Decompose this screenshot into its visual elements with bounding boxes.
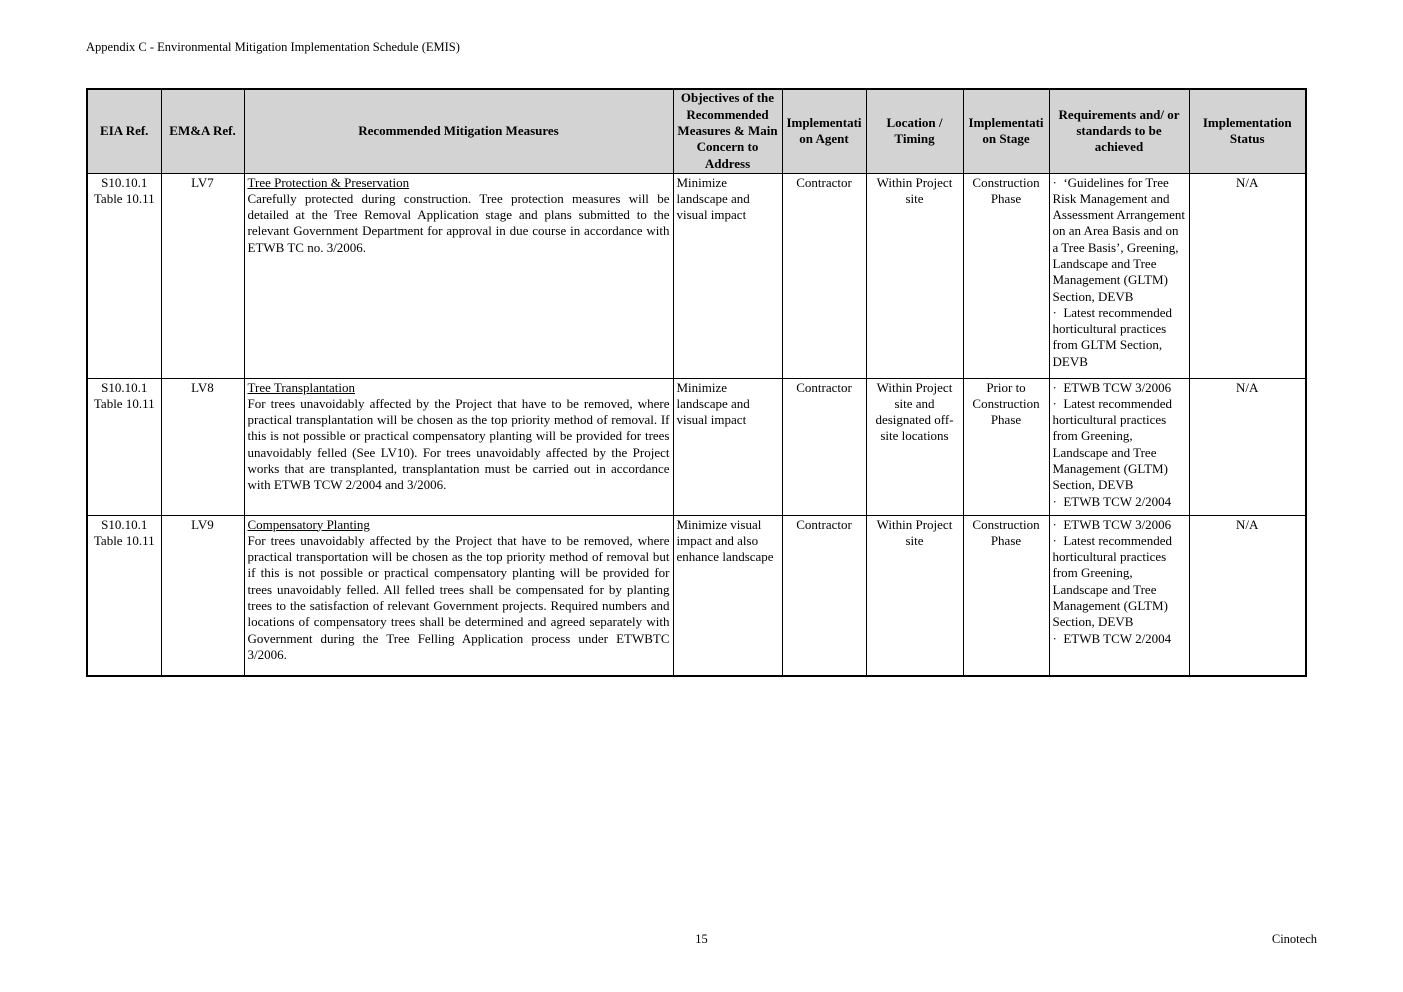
measure-title: Tree Transplantation <box>247 379 355 395</box>
objectives-cell: Minimize landscape and visual impact <box>673 173 782 378</box>
requirement-item: · ETWB TCW 3/2006 <box>1052 379 1172 395</box>
eia-ref-cell: S10.10.1 Table 10.11 <box>87 173 161 378</box>
location-timing-cell: Within Project site <box>866 515 963 676</box>
requirements-list <box>1053 175 1186 375</box>
location-timing-cell: Within Project site and designated off-site locations <box>866 378 963 515</box>
requirement-item: · ETWB TCW 2/2004 <box>1052 493 1172 509</box>
measure-title: Tree Protection & Preservation <box>247 174 410 190</box>
objectives-cell: Minimize landscape and visual impact <box>673 378 782 515</box>
column-header-objectives: Objectives of the Recommended Measures & Main Concern to Address <box>673 89 782 173</box>
column-header-status: Implementation Status <box>1189 89 1306 173</box>
ema-ref-cell: LV8 <box>161 378 244 515</box>
column-header-agent: Implementation Agent <box>782 89 866 173</box>
table-row-lv9 <box>87 515 1306 676</box>
agent-cell: Contractor <box>782 515 866 676</box>
requirement-item: · Latest recommended horticultural practices from GLTM Section, DEVB <box>1052 304 1172 369</box>
measure-body: Carefully protected during construction. Tree protection measures will be detailed at the Tree Removal Application stage and plans submitted to the relevant Government Department for approval in due course in accordance with ETWB TC no. 3/2006. <box>247 190 670 255</box>
emis-table <box>86 88 1307 677</box>
ema-ref-cell: LV9 <box>161 515 244 676</box>
column-header-requirements: Requirements and/ or standards to be achieved <box>1049 89 1189 173</box>
column-header-location-timing: Location / Timing <box>866 89 963 173</box>
agent-cell: Contractor <box>782 173 866 378</box>
mitigation-measures-cell <box>244 378 673 515</box>
requirement-item: · Latest recommended horticultural practices from Greening, Landscape and Tree Management (GLTM) Section, DEVB <box>1052 395 1172 493</box>
agent-cell: Contractor <box>782 378 866 515</box>
location-timing-cell: Within Project site <box>866 173 963 378</box>
requirements-cell <box>1049 378 1189 515</box>
mitigation-measures-cell <box>244 515 673 676</box>
table-header-row <box>87 89 1306 173</box>
company-name: Cinotech <box>1271 932 1317 946</box>
measure-body: For trees unavoidably affected by the Project that have to be removed, where practical transplantation will be chosen as the top priority method of removal. If this is not possible or practical compensatory planting will be provided for trees unavoidably felled (See LV10). For trees unavoidably affected by the Project works that are transplanted, transplantation must be carried out in accordance with ETWB TCW 2/2004 and 3/2006. <box>247 395 670 493</box>
stage-cell: Prior to Construction Phase <box>963 378 1049 515</box>
objectives-cell: Minimize visual impact and also enhance landscape <box>673 515 782 676</box>
stage-cell: Construction Phase <box>963 173 1049 378</box>
requirement-item: · ‘Guidelines for Tree Risk Management and Assessment Arrangement on an Area Basis and on a Tree Basis’, Greening, Landscape and Tree Management (GLTM) Section, DEVB <box>1052 174 1186 304</box>
eia-ref-cell: S10.10.1 Table 10.11 <box>87 378 161 515</box>
stage-cell: Construction Phase <box>963 515 1049 676</box>
requirements-list <box>1053 517 1186 647</box>
column-header-measures: Recommended Mitigation Measures <box>244 89 673 173</box>
ema-ref-cell: LV7 <box>161 173 244 378</box>
measure-body: For trees unavoidably affected by the Project that have to be removed, where practical transportation will be chosen as the top priority method of removal but if this is not possible or practical compensatory planting will be provided for trees unavoidably felled. All felled trees shall be compensated for by planting trees to the satisfaction of relevant Government projects. Required numbers and locations of compensatory trees shall be determined and agreed separately with Government during the Tree Felling Application process under ETWBTC 3/2006. <box>247 532 670 662</box>
table-row-lv8 <box>87 378 1306 515</box>
column-header-ema-ref: EM&A Ref. <box>161 89 244 173</box>
requirements-list <box>1053 380 1186 510</box>
column-header-stage: Implementation Stage <box>963 89 1049 173</box>
eia-ref-cell: S10.10.1 Table 10.11 <box>87 515 161 676</box>
status-cell: N/A <box>1189 173 1306 378</box>
requirements-cell <box>1049 173 1189 378</box>
document-header: Appendix C - Environmental Mitigation Implementation Schedule (EMIS) <box>86 40 460 54</box>
table-row-lv7 <box>87 173 1306 378</box>
measure-title: Compensatory Planting <box>247 516 370 532</box>
status-cell: N/A <box>1189 378 1306 515</box>
status-cell: N/A <box>1189 515 1306 676</box>
page-number: 15 <box>695 932 708 946</box>
mitigation-measures-cell <box>244 173 673 378</box>
requirement-item: · Latest recommended horticultural practices from Greening, Landscape and Tree Management (GLTM) Section, DEVB <box>1052 532 1172 630</box>
requirement-item: · ETWB TCW 3/2006 <box>1052 516 1172 532</box>
requirements-cell <box>1049 515 1189 676</box>
column-header-eia-ref: EIA Ref. <box>87 89 161 173</box>
requirement-item: · ETWB TCW 2/2004 <box>1052 630 1172 646</box>
